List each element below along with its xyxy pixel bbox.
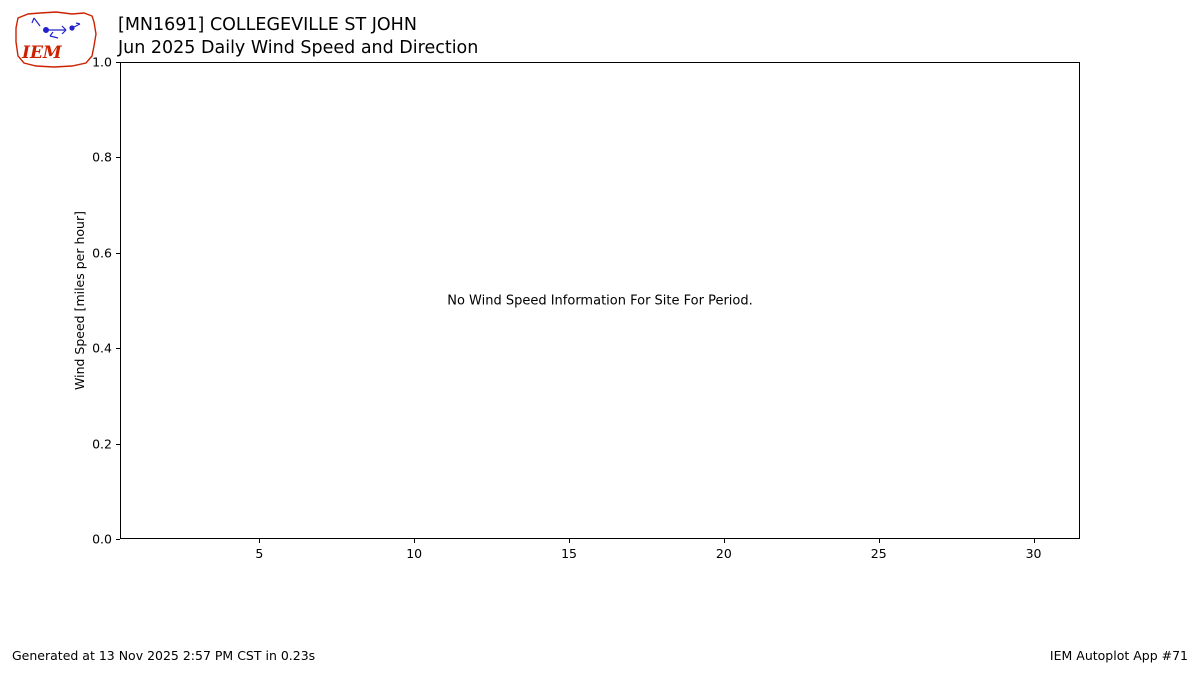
chart-title-line-2: Jun 2025 Daily Wind Speed and Direction [118,38,479,59]
x-tick-mark [724,539,725,543]
generation-status: Generated at 13 Nov 2025 2:57 PM CST in 0.23s [12,648,316,663]
x-tick-label: 10 [406,546,423,561]
y-tick-label: 0.2 [92,436,112,452]
x-tick-label: 5 [255,546,264,561]
x-tick-mark [414,539,415,543]
app-credit: IEM Autoplot App #71 [1049,648,1188,663]
y-tick-label: 1.0 [92,54,112,70]
x-tick-label: 25 [870,546,887,561]
x-tick-mark [569,539,570,543]
x-tick-label: 20 [715,546,732,561]
x-tick-mark [259,539,260,543]
y-tick-label: 0.4 [92,340,112,356]
chart-title-line-1: [MN1691] COLLEGEVILLE ST JOHN [118,15,417,35]
y-axis-label: Wind Speed [miles per hour] [72,211,87,390]
x-tick-label: 15 [561,546,577,561]
page-title [118,14,478,60]
y-tick-label: 0.6 [92,245,112,261]
y-tick-label: 0.8 [92,149,112,165]
y-tick-label: 0.0 [92,531,112,547]
x-tick-mark [879,539,880,543]
no-data-message: No Wind Speed Information For Site For Period. [447,293,753,308]
x-tick-label: 30 [1025,546,1042,561]
x-tick-mark [1034,539,1035,543]
y-tick-mark [116,539,120,540]
plot-area [120,62,1080,539]
svg-text:IEM: IEM [22,43,62,63]
